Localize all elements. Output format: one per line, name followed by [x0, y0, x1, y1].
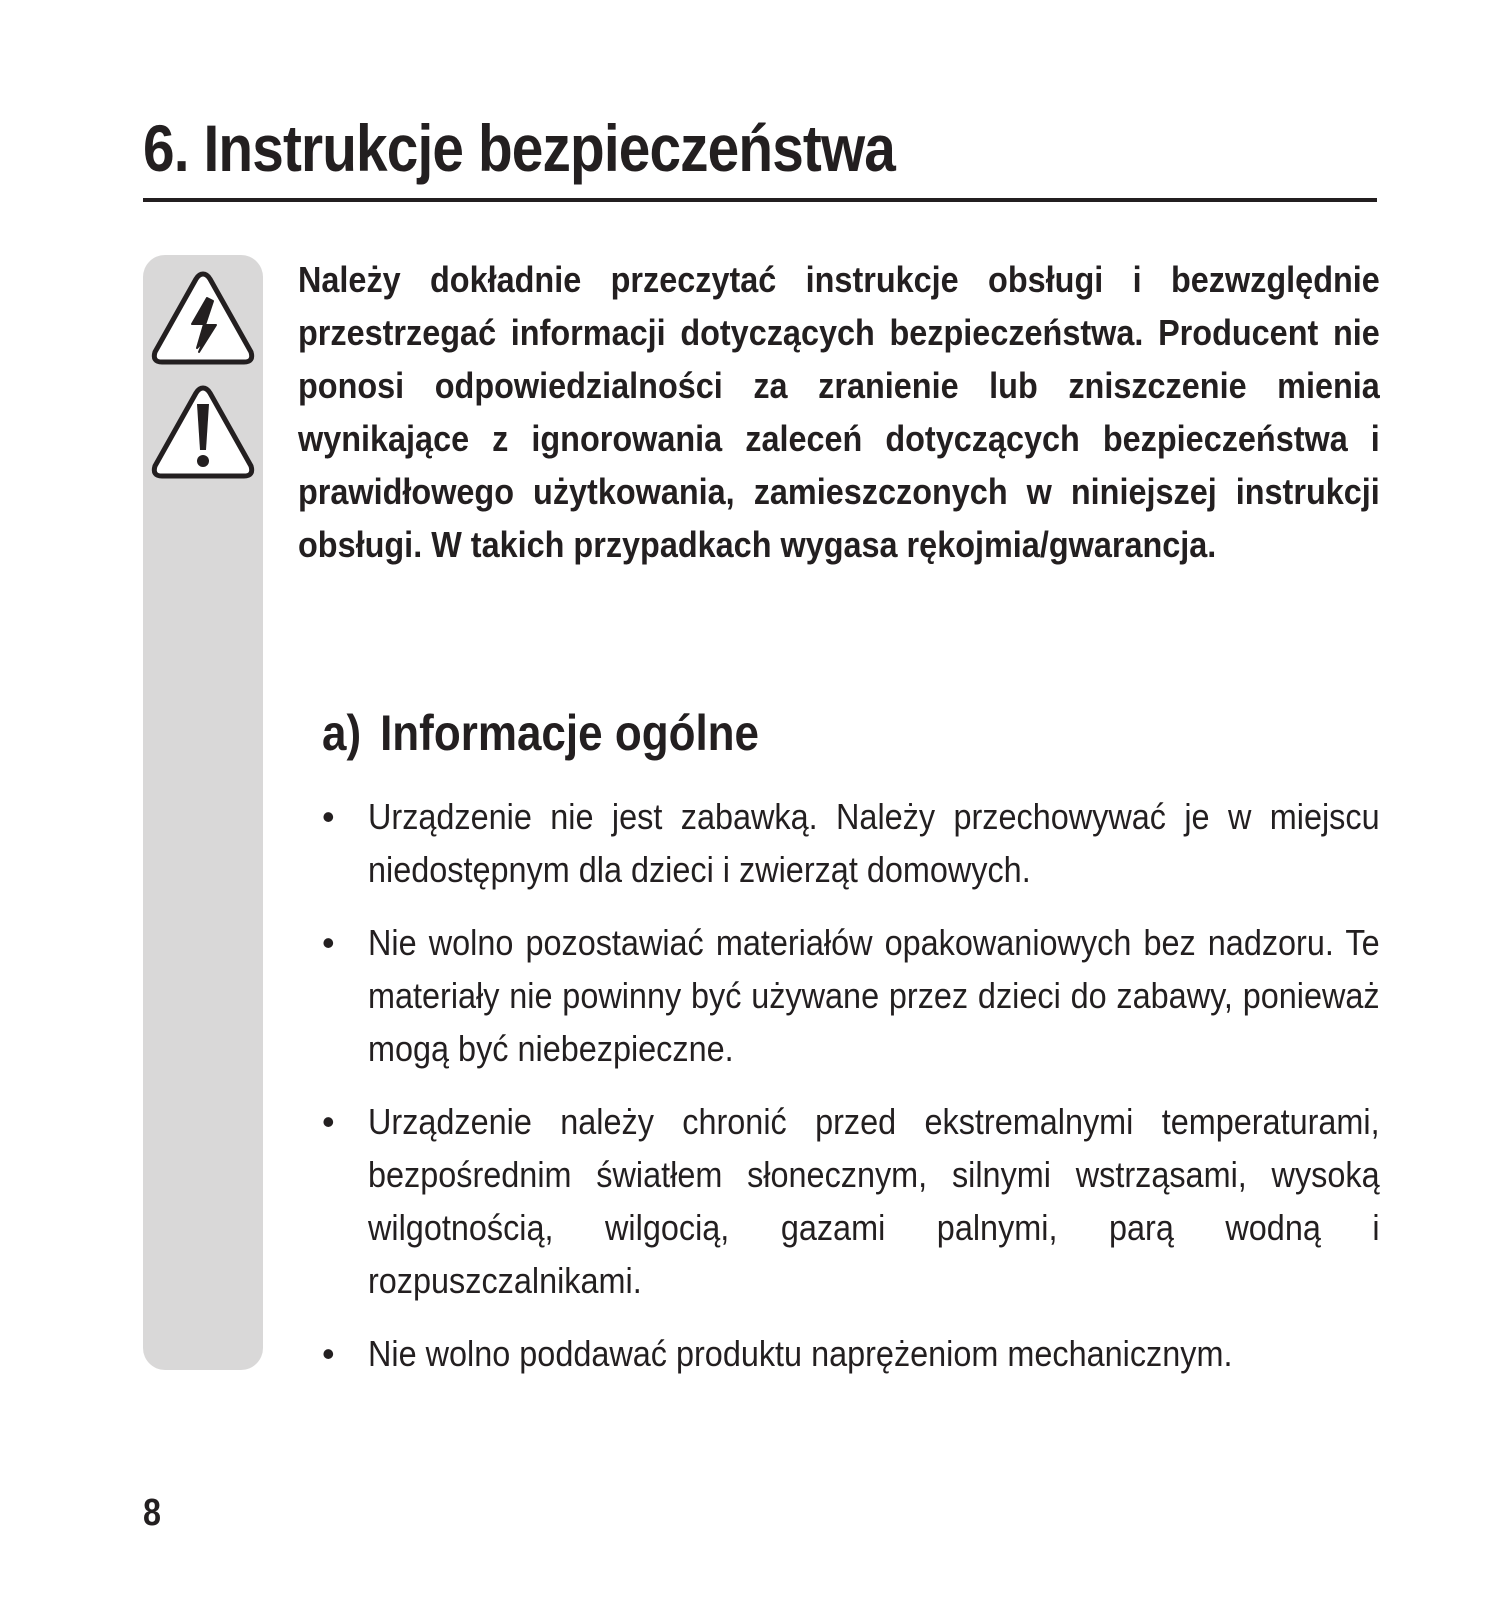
section-heading	[322, 706, 759, 761]
page-number: 8	[143, 1492, 161, 1534]
page-title: 6. Instrukcje bezpieczeństwa	[143, 111, 895, 185]
title-divider	[143, 198, 1377, 202]
list-item-text: Nie wolno pozostawiać materiałów opakowaniowych bez nadzoru. Te materiały nie powinny być używane przez dzieci do zabawy, ponieważ mogą być niebezpieczne.	[368, 922, 1380, 1069]
list-item-text: Nie wolno poddawać produktu naprężeniom mechanicznym.	[368, 1333, 1233, 1374]
list-item	[322, 916, 1380, 1075]
section-letter: a)	[322, 705, 362, 761]
list-item	[322, 1327, 1380, 1380]
list-item-text: Urządzenie należy chronić przed ekstremalnymi temperaturami, bezpośrednim światłem słonecznym, silnymi wstrząsami, wysoką wilgotnością, wilgocią, gazami palnymi, parą wodną i rozpuszczalnikami.	[368, 1101, 1380, 1301]
list-item	[322, 790, 1380, 896]
general-info-list	[322, 790, 1380, 1400]
list-item	[322, 1095, 1380, 1307]
bullet-icon: •	[322, 922, 335, 963]
bullet-icon: •	[322, 1101, 335, 1142]
high-voltage-warning-icon	[150, 268, 256, 368]
section-title: Informacje ogólne	[380, 705, 760, 761]
list-item-text: Urządzenie nie jest zabawką. Należy przechowywać je w miejscu niedostępnym dla dzieci i zwierząt domowych.	[368, 796, 1380, 890]
intro-block	[298, 253, 1380, 571]
safety-intro-paragraph: Należy dokładnie przeczytać instrukcje obsługi i bezwzględnie przestrzegać informacji dotyczących bezpieczeństwa. Producent nie ponosi odpowiedzialności za zranienie lub zniszczenie mienia wynikające z ignorowania zaleceń dotyczących bezpieczeństwa i prawidłowego użytkowania, zamieszczonych w niniejszej instrukcji obsługi. W takich przypadkach wygasa rękojmia/gwarancja.	[298, 259, 1380, 565]
exclamation-warning-icon	[150, 382, 256, 482]
bullet-icon: •	[322, 1333, 335, 1374]
bullet-icon: •	[322, 796, 335, 837]
